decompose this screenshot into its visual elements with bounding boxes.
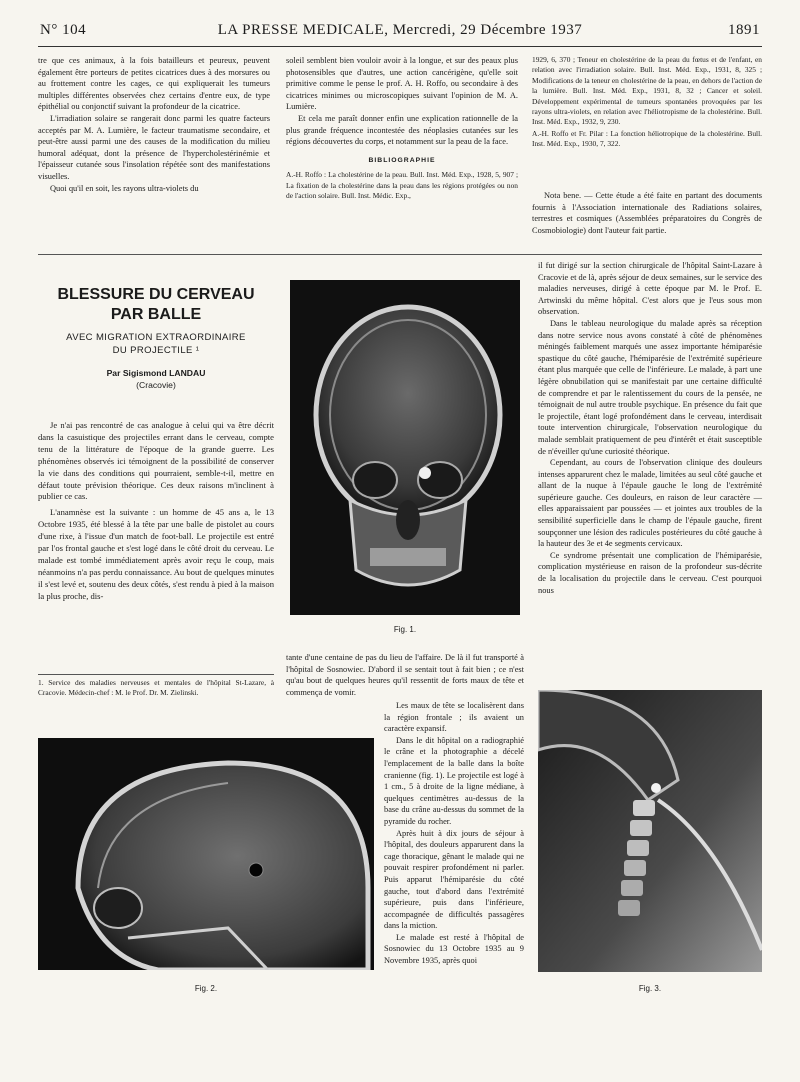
author-name: Par Sigismond LANDAU: [106, 368, 206, 378]
paragraph: tante d'une centaine de pas du lieu de l'affaire. De là il fut transporté à l'hôpital de Sosnowiec. D'abord il se sentait tout à fait bien ; ce n'est qu'au bout de quelques heures qu'il ressentit de forts maux de tête et commença de vomir.: [286, 653, 524, 697]
footnote: 1. Service des maladies nerveuses et mentales de l'hôpital St-Lazare, à Cracovie. Médecin-chef : M. le Prof. Dr. M. Zielinski.: [38, 678, 274, 698]
article-column-1: [38, 420, 274, 603]
bibliography-heading: BIBLIOGRAPHIE: [368, 156, 436, 164]
article-subtitle: [38, 331, 274, 357]
paragraph: Les maux de tête se localisèrent dans la région frontale ; ils avaient un caractère expansif.: [384, 701, 524, 734]
paragraph: Nota bene. — Cette étude a été faite en partant des documents fournis à l'Association internationale des Radiations solaires, terrestres et cosmiques (Assemblées préparatoires du Congrès de Cosmobiologie) dont l'auteur fait partie.: [532, 191, 762, 235]
author-city: (Cracovie): [136, 380, 176, 390]
article-title: [38, 285, 274, 325]
paragraph: Quoi qu'il en soit, les rayons ultra-violets du: [50, 183, 199, 193]
bibliography-entry: A.-H. Roffo et Fr. Pilar : La fonction héliotropique de la cholestérine. Bull. Inst. Méd. Exp., 1930, 7, 322.: [532, 128, 762, 149]
paragraph: Après huit à dix jours de séjour à l'hôpital, des douleurs apparurent dans la cage thoracique, gênant le malade qui ne pouvait respirer profondément ni parler. Puis apparut l'hémiparésie du côté gauche, tout d'abord dans l'extrémité supérieure, puis dans l'inférieure, accompagnée de difficultés passagères dans la miction.: [384, 828, 524, 931]
top-column-1: [38, 55, 270, 194]
top-column-2: [286, 55, 518, 202]
issue-number: N° 104: [40, 22, 87, 38]
paragraph: L'irradiation solaire se rangerait donc parmi les quatre facteurs acceptés par M. A. Lumière, le facteur traumatisme secondaire, et peut-être aussi parmi une des causes de la modification du milieu humoral adéquat, dont la présence de l'hypercholestérinémie et l'épaisseur cutanée sous l'insolation répétée sont des manifestations visuelles.: [38, 113, 270, 181]
article-column-2-top: [286, 652, 524, 698]
article-subtitle-line-1: AVEC MIGRATION EXTRAORDINAIRE: [66, 332, 246, 343]
paragraph: Cependant, au cours de l'observation clinique des douleurs intenses apparurent chez le malade, limitées au seul côté gauche et allant de la nuque à l'épaule gauche le long de l'extrémité supérieure gauche. Ces douleurs, en raison de leur caractère — elles apparaissaient par poussées — et jointes aux troubles de la sensibilité superficielle dans le champ de l'épaule gauche, firent soupçonner une lésion des radicules postérieures du côté gauche à la hauteur des 3e et 4e segments cervicaux.: [538, 458, 762, 549]
figure-2-caption: Fig. 2.: [194, 984, 218, 993]
journal-title: LA PRESSE MEDICALE, Mercredi, 29 Décembre 1937: [217, 22, 583, 38]
footnote-rule: [38, 674, 274, 675]
paragraph: Je n'ai pas rencontré de cas analogue à celui qui va être décrit dans la casuistique des projectiles errant dans le cerveau, compte tenu de la littérature de l'époque de la grande guerre. Les phénomènes observés ici témoignent de la possibilité de conserver la vie dans des conditions qui pourraient, semble-t-il, mettre en défaut toute prévision théorique. Ces deux raisons m'inclinent à publier ce cas.: [38, 420, 274, 502]
paragraph: Dans le dit hôpital on a radiographié le crâne et la photographie a décelé l'emplacement de la balle dans la boîte cranienne (fig. 1). Le projectile est logé à 1 cm., 5 à droite de la ligne médiane, à quelques centimètres au-dessus de la base du crâne au-dessus du sommet de la pyramide du rocher.: [384, 735, 524, 826]
paragraph: Et cela me paraît donner enfin une explication rationnelle de la plus grande fréquence incontestée des néoplasies cutanées sur les régions découvertes du corps, et notamment sur la peau de la face.: [286, 113, 518, 147]
nota-bene: [532, 190, 762, 236]
bibliography-entry: A.-H. Roffo : La cholestérine de la peau. Bull. Inst. Méd. Exp., 1928, 5, 907 ; La fixation de la cholestérine dans la peau dans les régions protégées ou non de l'action solaire. Bull. Inst. Médic. Exp.,: [286, 170, 518, 201]
paragraph: Dans le tableau neurologique du malade après sa réception dans notre service nous avons constaté à côté de phénomènes méningés faiblement marqués une assez importante hémiparésie spastique du côté gauche, l'hémiparésie de l'extrémité supérieure étant plus marquée que celle de l'inférieure. Le malade, à part une légère obnubilation qui se manifestait par une certaine difficulté de comprendre et par le ralentissement du cours de la pensée, ne témoignait de nul autre trouble psychique. En présence du fait que le projectile, étant logé profondément dans le cerveau, interdisait toute intervention chirurgicale, l'observation neurologique du malade semblait pratiquement de peu d'intérêt et était susceptible de n'éveiller qu'une curiosité théorique.: [538, 318, 762, 456]
article-column-2-narrow: [384, 700, 524, 967]
paragraph: L'anamnèse est la suivante : un homme de 45 ans a, le 13 Octobre 1935, été blessé à la tête par une balle de pistolet au cours d'une rixe, à l'issue d'un match de foot-ball. Le projectile est entré par l'os frontal gauche et s'est logé dans le côté droit du cerveau. Le malade est tombé immédiatement après avoir reçu le coup, mais néanmoins n'a pas perdu connaissance. Au bout de quelques minutes il s'est levé et, soutenu des deux côtés, s'est rendu à pied à la maison la plus proche, dis-: [38, 507, 274, 601]
header-rule: [38, 46, 762, 47]
paragraph: Ce syndrome présentait une complication de l'hémiparésie, complication mystérieuse en raison de la profondeur sus-décrite de la localisation du projectile dans le cerveau. C'est pourquoi nous: [538, 550, 762, 595]
cervical-spine-icon: [538, 690, 762, 972]
figure-3-caption: Fig. 3.: [638, 984, 662, 993]
article-title-line-1: BLESSURE DU CERVEAU: [57, 286, 255, 303]
paragraph: il fut dirigé sur la section chirurgicale de l'hôpital Saint-Lazare à Cracovie et de là, après séjour de deux semaines, sur le service des maladies nerveuses, dirigé à cette époque par M. le Prof. E. Artwinski du même hôpital. C'est alors que je l'eus sous mon observation.: [538, 261, 762, 317]
article-title-line-2: PAR BALLE: [110, 306, 202, 323]
top-column-3: [532, 55, 762, 151]
article-subtitle-line-2: DU PROJECTILE ¹: [112, 345, 200, 356]
figure-3-xray: [538, 690, 762, 972]
figure-2-xray: [38, 738, 374, 970]
bibliography-entry: 1929, 6, 370 ; Teneur en cholestérine de la peau du fœtus et de l'enfant, en relation avec l'irradiation solaire. Bull. Inst. Méd. Exp., 1931, 8, 325 ; Modifications de la teneur en cholestérine de la peau, en dehors de l'action de la lumière. Bull. Inst. Méd. Exp., 1931, 8, 32 ; Cancer et soleil. Développement expérimental de tumeurs spontanées provoquées par les rayons ultra-violets, en relation avec l'héliotropisme de la cholestérine. Bull. Inst. Méd. Exp., 1932, 9, 230.: [532, 55, 762, 127]
paragraph: Le malade est resté à l'hôpital de Sosnowiec du 13 Octobre 1935 au 9 Novembre 1935, après quoi: [384, 932, 524, 966]
figure-1-xray: [290, 280, 520, 615]
skull-lateral-icon: [38, 738, 374, 970]
page-number: 1891: [728, 22, 760, 38]
paragraph: soleil semblent bien vouloir avoir à la longue, et sur des peaux plus photosensibles que d'autres, une action cancérigène, qu'elle soit primitive comme le pense le prof. A. H. Roffo, ou secondaire à des cicatrices minimes ou microscopiques suivant l'opinion de M. A. Lumière.: [286, 56, 518, 112]
article-column-3: [538, 260, 762, 596]
section-rule: [38, 254, 762, 255]
figure-1-caption: Fig. 1.: [393, 625, 417, 634]
author-block: [38, 367, 274, 391]
skull-frontal-icon: [290, 280, 520, 615]
paragraph: tre que ces animaux, à la fois batailleurs et peureux, peuvent également être porteurs de petites cicatrices dues à des morsures ou au frottement contre les cages, ce qui expliquerait les tumeurs multiples différentes observées chez certains d'entre eux, de type épithélial ou conjonctif suivant la profondeur de la cicatrice.: [38, 56, 270, 112]
